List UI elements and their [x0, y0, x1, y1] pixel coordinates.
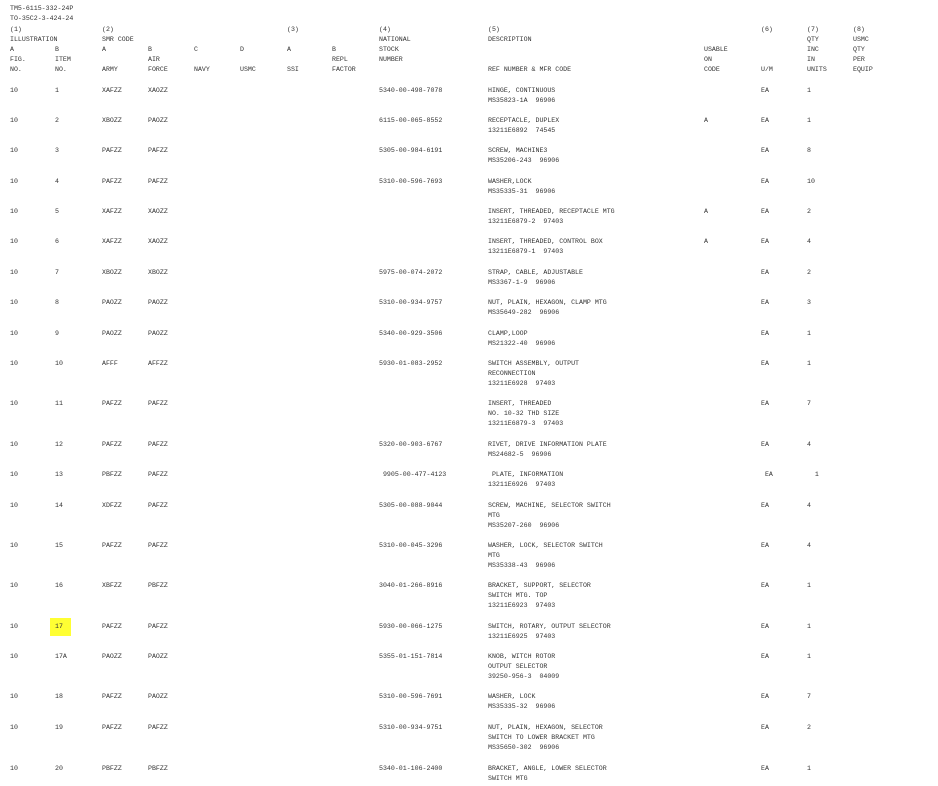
qty-inc-in-units: 7 — [807, 400, 811, 407]
header-qty-1: (7) — [807, 26, 819, 33]
item-no: 20 — [55, 765, 63, 772]
header-fig-4: FIG. — [10, 56, 26, 63]
unit-of-measure: EA — [761, 502, 769, 509]
description-line: MS35650-302 96906 — [488, 744, 560, 751]
unit-of-measure: EA — [761, 238, 769, 245]
description-line: NUT, PLAIN, HEXAGON, CLAMP MTG — [488, 299, 607, 306]
header-airforce-5: FORCE — [148, 66, 168, 73]
description-line: SCREW, MACHINE, SELECTOR SWITCH — [488, 502, 611, 509]
description-line: 13211E6928 97403 — [488, 380, 556, 387]
unit-of-measure: EA — [761, 87, 769, 94]
item-no: 15 — [55, 542, 63, 549]
header-item-3: B — [55, 46, 59, 53]
smr-army: PBFZZ — [102, 471, 122, 478]
smr-army: PAOZZ — [102, 330, 122, 337]
smr-air-force: PBFZZ — [148, 765, 168, 772]
fig-no: 10 — [10, 582, 18, 589]
description-line: 13211E6879-3 97403 — [488, 420, 564, 427]
unit-of-measure: EA — [761, 724, 769, 731]
fig-no: 10 — [10, 542, 18, 549]
smr-army: PAFZZ — [102, 724, 122, 731]
header-repl-5: FACTOR — [332, 66, 356, 73]
item-no: 7 — [55, 269, 59, 276]
national-stock-number: 5310-00-934-9751 — [379, 724, 443, 731]
header-airforce-3: B — [148, 46, 152, 53]
item-no: 17 — [50, 618, 71, 636]
national-stock-number: 5355-01-151-7814 — [379, 653, 443, 660]
smr-air-force: XAOZZ — [148, 208, 168, 215]
smr-army: PAFZZ — [102, 400, 122, 407]
item-no: 14 — [55, 502, 63, 509]
item-no: 18 — [55, 693, 63, 700]
national-stock-number: 5340-00-498-7078 — [379, 87, 443, 94]
description-line: CLAMP,LOOP — [488, 330, 528, 337]
fig-no: 10 — [10, 117, 18, 124]
usable-on-code: A — [704, 117, 708, 124]
header-usmcsmr-3: D — [240, 46, 244, 53]
smr-air-force: PAFZZ — [148, 147, 168, 154]
smr-army: AFFF — [102, 360, 118, 367]
description-line: WASHER, LOCK — [488, 693, 536, 700]
qty-inc-in-units: 7 — [807, 693, 811, 700]
fig-no: 10 — [10, 360, 18, 367]
description-line: WASHER, LOCK, SELECTOR SWITCH — [488, 542, 603, 549]
smr-air-force: PAOZZ — [148, 330, 168, 337]
smr-army: PBFZZ — [102, 765, 122, 772]
description-line: SWITCH TO LOWER BRACKET MTG — [488, 734, 595, 741]
item-no: 12 — [55, 441, 63, 448]
fig-no: 10 — [10, 471, 18, 478]
fig-no: 10 — [10, 693, 18, 700]
description-line: 39250-956-3 04009 — [488, 673, 560, 680]
qty-inc-in-units: 1 — [807, 582, 811, 589]
national-stock-number: 5310-00-045-3296 — [379, 542, 443, 549]
smr-army: XAFZZ — [102, 238, 122, 245]
national-stock-number: 5305-00-984-6191 — [379, 147, 443, 154]
header-ssi-5: SSI — [287, 66, 299, 73]
smr-air-force: PAFZZ — [148, 724, 168, 731]
header-usable-5: CODE — [704, 66, 720, 73]
fig-no: 10 — [10, 269, 18, 276]
qty-inc-in-units: 1 — [807, 653, 811, 660]
doc-id-secondary: TO-35C2-3-424-24 — [10, 15, 74, 22]
qty-inc-in-units: 1 — [807, 360, 811, 367]
national-stock-number: 5340-01-106-2400 — [379, 765, 443, 772]
item-no: 6 — [55, 238, 59, 245]
national-stock-number: 5310-00-596-7691 — [379, 693, 443, 700]
smr-air-force: PAFZZ — [148, 542, 168, 549]
description-line: HINGE, CONTINUOUS — [488, 87, 556, 94]
header-usmc-1: (8) — [853, 26, 865, 33]
qty-inc-in-units: 4 — [807, 542, 811, 549]
smr-army: XBOZZ — [102, 269, 122, 276]
qty-inc-in-units: 2 — [807, 208, 811, 215]
unit-of-measure: EA — [761, 400, 769, 407]
header-fig-5: NO. — [10, 66, 22, 73]
description-line: PLATE, INFORMATION — [488, 471, 564, 478]
description-line: MS35338-43 96906 — [488, 562, 556, 569]
unit-of-measure: EA — [761, 299, 769, 306]
smr-air-force: PAFZZ — [148, 441, 168, 448]
description-line: MS35206-243 96906 — [488, 157, 560, 164]
description-line: INSERT, THREADED, RECEPTACLE MTG — [488, 208, 615, 215]
doc-id-primary: TM5-6115-332-24P — [10, 5, 74, 12]
header-desc-5: REF NUMBER & MFR CODE — [488, 66, 572, 73]
header-qty-4: IN — [807, 56, 815, 63]
description-line: MTG — [488, 552, 500, 559]
description-line: INSERT, THREADED, CONTROL BOX — [488, 238, 603, 245]
smr-army: XAFZZ — [102, 87, 122, 94]
unit-of-measure: EA — [761, 441, 769, 448]
header-usmcsmr-5: USMC — [240, 66, 256, 73]
fig-no: 10 — [10, 441, 18, 448]
fig-no: 10 — [10, 502, 18, 509]
description-line: 13211E6879-2 97403 — [488, 218, 564, 225]
header-desc-2: DESCRIPTION — [488, 36, 532, 43]
description-line: RIVET, DRIVE INFORMATION PLATE — [488, 441, 607, 448]
header-fig-2: ILLUSTRATION — [10, 36, 58, 43]
national-stock-number: 5310-00-934-9757 — [379, 299, 443, 306]
header-qty-3: INC — [807, 46, 819, 53]
smr-army: PAFZZ — [102, 623, 122, 630]
smr-air-force: PAFZZ — [148, 471, 168, 478]
header-ssi-3: A — [287, 46, 291, 53]
national-stock-number: 5305-00-088-9044 — [379, 502, 443, 509]
header-usmc-2: USMC — [853, 36, 869, 43]
description-line: 13211E6926 97403 — [488, 481, 556, 488]
item-no: 9 — [55, 330, 59, 337]
header-ssi-1: (3) — [287, 26, 299, 33]
fig-no: 10 — [10, 87, 18, 94]
description-line: MS35335-31 96906 — [488, 188, 556, 195]
unit-of-measure: EA — [761, 542, 769, 549]
qty-inc-in-units: 1 — [807, 765, 811, 772]
description-line: 13211E6923 97403 — [488, 602, 556, 609]
header-nsn-3: STOCK — [379, 46, 399, 53]
item-no: 16 — [55, 582, 63, 589]
header-um-1: (6) — [761, 26, 773, 33]
unit-of-measure: EA — [761, 623, 769, 630]
item-no: 3 — [55, 147, 59, 154]
smr-air-force: PAFZZ — [148, 502, 168, 509]
description-line: SCREW, MACHINE3 — [488, 147, 548, 154]
description-line: 13211E6879-1 97403 — [488, 248, 564, 255]
item-no: 10 — [55, 360, 63, 367]
description-line: NUT, PLAIN, HEXAGON, SELECTOR — [488, 724, 603, 731]
fig-no: 10 — [10, 724, 18, 731]
smr-army: PAFZZ — [102, 178, 122, 185]
fig-no: 10 — [10, 623, 18, 630]
description-line: BRACKET, ANGLE, LOWER SELECTOR — [488, 765, 607, 772]
unit-of-measure: EA — [761, 653, 769, 660]
unit-of-measure: EA — [761, 765, 769, 772]
qty-inc-in-units: 1 — [807, 623, 811, 630]
unit-of-measure: EA — [761, 117, 769, 124]
header-usmc-4: PER — [853, 56, 865, 63]
smr-air-force: PBFZZ — [148, 582, 168, 589]
header-army-1: (2) — [102, 26, 114, 33]
fig-no: 10 — [10, 178, 18, 185]
unit-of-measure: EA — [761, 330, 769, 337]
qty-inc-in-units: 2 — [807, 269, 811, 276]
description-line: MS24682-5 96906 — [488, 451, 552, 458]
header-army-3: A — [102, 46, 106, 53]
header-repl-3: B — [332, 46, 336, 53]
header-qty-2: QTY — [807, 36, 819, 43]
item-no: 17A — [55, 653, 67, 660]
unit-of-measure: EA — [761, 693, 769, 700]
unit-of-measure: EA — [761, 147, 769, 154]
national-stock-number: 9905-00-477-4123 — [379, 471, 447, 478]
header-item-5: NO. — [55, 66, 67, 73]
smr-air-force: XBOZZ — [148, 269, 168, 276]
qty-inc-in-units: 4 — [807, 441, 811, 448]
national-stock-number: 5930-01-083-2952 — [379, 360, 443, 367]
fig-no: 10 — [10, 208, 18, 215]
header-airforce-4: AIR — [148, 56, 160, 63]
header-usable-3: USABLE — [704, 46, 728, 53]
smr-army: PAFZZ — [102, 693, 122, 700]
national-stock-number: 5340-00-929-3506 — [379, 330, 443, 337]
item-no: 19 — [55, 724, 63, 731]
description-line: 13211E6925 97403 — [488, 633, 556, 640]
description-line: MS35823-1A 96906 — [488, 97, 556, 104]
header-usable-4: ON — [704, 56, 712, 63]
qty-inc-in-units: 10 — [807, 178, 815, 185]
unit-of-measure: EA — [761, 178, 769, 185]
smr-air-force: PAOZZ — [148, 693, 168, 700]
description-line: 13211E6892 74545 — [488, 127, 556, 134]
qty-inc-in-units: 1 — [807, 117, 811, 124]
smr-air-force: PAFZZ — [148, 400, 168, 407]
description-line: MS35649-282 96906 — [488, 309, 560, 316]
qty-inc-in-units: 4 — [807, 238, 811, 245]
fig-no: 10 — [10, 147, 18, 154]
smr-air-force: PAOZZ — [148, 117, 168, 124]
usable-on-code: A — [704, 238, 708, 245]
smr-air-force: PAOZZ — [148, 299, 168, 306]
smr-army: PAFZZ — [102, 147, 122, 154]
item-no: 1 — [55, 87, 59, 94]
qty-inc-in-units: 4 — [807, 502, 811, 509]
description-line: KNOB, WITCH ROTOR — [488, 653, 556, 660]
smr-air-force: PAOZZ — [148, 653, 168, 660]
header-desc-1: (5) — [488, 26, 500, 33]
unit-of-measure: EA — [761, 269, 769, 276]
fig-no: 10 — [10, 765, 18, 772]
smr-air-force: PAFZZ — [148, 178, 168, 185]
smr-air-force: XAOZZ — [148, 238, 168, 245]
header-navy-5: NAVY — [194, 66, 210, 73]
item-no: 2 — [55, 117, 59, 124]
description-line: BRACKET, SUPPORT, SELECTOR — [488, 582, 591, 589]
fig-no: 10 — [10, 400, 18, 407]
description-line: MS21322-40 96906 — [488, 340, 556, 347]
description-line: MS35207-260 96906 — [488, 522, 560, 529]
header-fig-1: (1) — [10, 26, 22, 33]
smr-army: XBOZZ — [102, 117, 122, 124]
header-navy-3: C — [194, 46, 198, 53]
smr-army: XDFZZ — [102, 502, 122, 509]
description-line: RECONNECTION — [488, 370, 536, 377]
unit-of-measure: EA — [761, 582, 769, 589]
item-no: 8 — [55, 299, 59, 306]
description-line: SWITCH MTG — [488, 775, 528, 782]
smr-air-force: PAFZZ — [148, 623, 168, 630]
header-army-2: SMR CODE — [102, 36, 134, 43]
unit-of-measure: EA — [761, 208, 769, 215]
description-line: SWITCH ASSEMBLY, OUTPUT — [488, 360, 580, 367]
national-stock-number: 5975-00-074-2072 — [379, 269, 443, 276]
qty-inc-in-units: 8 — [807, 147, 811, 154]
header-item-4: ITEM — [55, 56, 71, 63]
national-stock-number: 5310-00-596-7693 — [379, 178, 443, 185]
qty-inc-in-units: 1 — [807, 471, 819, 478]
description-line: INSERT, THREADED — [488, 400, 552, 407]
description-line: RECEPTACLE, DUPLEX — [488, 117, 560, 124]
item-no: 4 — [55, 178, 59, 185]
smr-army: XAFZZ — [102, 208, 122, 215]
header-nsn-4: NUMBER — [379, 56, 403, 63]
fig-no: 10 — [10, 330, 18, 337]
national-stock-number: 5930-00-066-1275 — [379, 623, 443, 630]
smr-army: PAOZZ — [102, 299, 122, 306]
national-stock-number: 6115-00-065-8552 — [379, 117, 443, 124]
usable-on-code: A — [704, 208, 708, 215]
fig-no: 10 — [10, 238, 18, 245]
header-nsn-2: NATIONAL — [379, 36, 411, 43]
header-usmc-5: EQUIP — [853, 66, 873, 73]
qty-inc-in-units: 2 — [807, 724, 811, 731]
fig-no: 10 — [10, 653, 18, 660]
header-repl-4: REPL — [332, 56, 348, 63]
description-line: WASHER,LOCK — [488, 178, 532, 185]
description-line: MS3367-1-9 96906 — [488, 279, 556, 286]
fig-no: 10 — [10, 299, 18, 306]
smr-army: PAFZZ — [102, 542, 122, 549]
smr-air-force: AFFZZ — [148, 360, 168, 367]
description-line: NO. 10-32 THD SIZE — [488, 410, 560, 417]
header-fig-3: A — [10, 46, 14, 53]
description-line: SWITCH MTG. TOP — [488, 592, 548, 599]
description-line: OUTPUT SELECTOR — [488, 663, 548, 670]
description-line: STRAP, CABLE, ADJUSTABLE — [488, 269, 583, 276]
unit-of-measure: EA — [761, 360, 769, 367]
header-nsn-1: (4) — [379, 26, 391, 33]
smr-army: PAFZZ — [102, 441, 122, 448]
description-line: SWITCH, ROTARY, OUTPUT SELECTOR — [488, 623, 611, 630]
national-stock-number: 5320-00-903-6767 — [379, 441, 443, 448]
smr-army: XBFZZ — [102, 582, 122, 589]
qty-inc-in-units: 1 — [807, 330, 811, 337]
smr-air-force: XAOZZ — [148, 87, 168, 94]
header-usmc-3: QTY — [853, 46, 865, 53]
unit-of-measure: EA — [761, 471, 773, 478]
header-um-5: U/M — [761, 66, 773, 73]
smr-army: PAOZZ — [102, 653, 122, 660]
qty-inc-in-units: 3 — [807, 299, 811, 306]
description-line: MS35335-32 96906 — [488, 703, 556, 710]
qty-inc-in-units: 1 — [807, 87, 811, 94]
header-army-5: ARMY — [102, 66, 118, 73]
item-no: 5 — [55, 208, 59, 215]
header-qty-5: UNITS — [807, 66, 827, 73]
description-line: MTG — [488, 512, 500, 519]
item-no: 11 — [55, 400, 63, 407]
item-no: 13 — [55, 471, 63, 478]
national-stock-number: 3040-01-266-8916 — [379, 582, 443, 589]
